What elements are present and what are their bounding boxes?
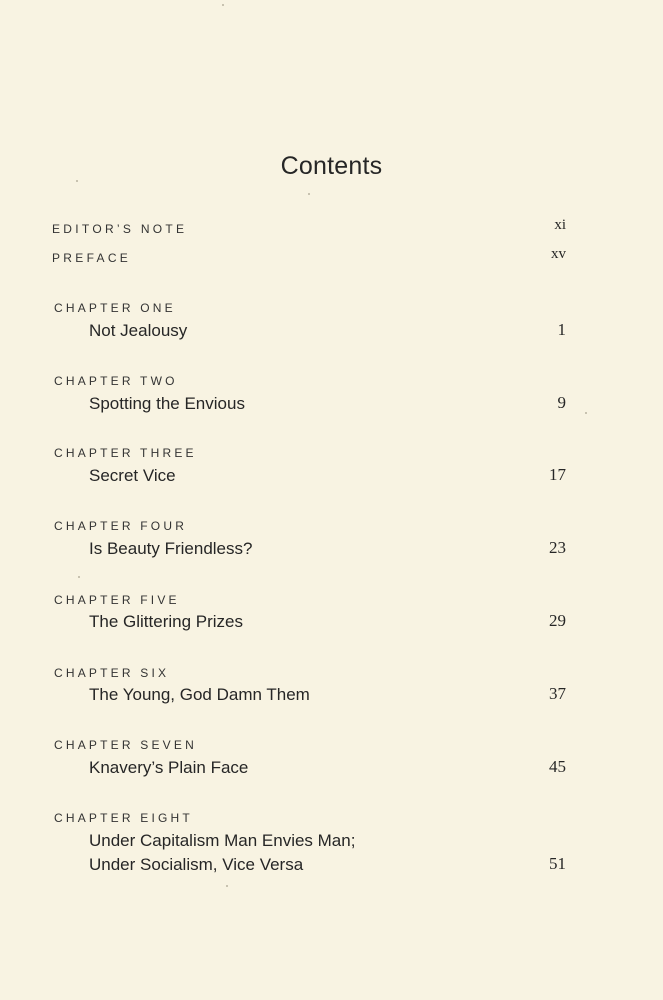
toc-entry-preface-label: PREFACE (52, 251, 132, 265)
chapter-label: CHAPTER FOUR (54, 519, 188, 533)
paper-speck (308, 193, 310, 195)
chapter-page-number: 23 (549, 538, 566, 557)
chapter-label: CHAPTER EIGHT (54, 811, 193, 825)
chapter-label: CHAPTER ONE (54, 301, 176, 315)
paper-speck (76, 180, 78, 182)
chapter-page-number: 37 (549, 684, 566, 703)
chapter-title-line-1: Under Capitalism Man Envies Man; (89, 831, 356, 850)
toc-entry-preface-page: xv (551, 246, 566, 262)
chapter-page-number: 1 (557, 320, 566, 339)
chapter-page-number: 9 (557, 393, 566, 412)
chapter-page-number: 51 (549, 854, 566, 873)
page-title: Contents (280, 152, 383, 180)
toc-entry-editors-note-page: xi (554, 217, 566, 233)
chapter-title: Not Jealousy (89, 321, 188, 340)
chapter-title: The Glittering Prizes (89, 612, 243, 631)
chapter-title: Spotting the Envious (89, 394, 245, 413)
chapter-title-line-2: Under Socialism, Vice Versa (89, 855, 304, 874)
chapter-title: Is Beauty Friendless? (89, 539, 253, 558)
chapter-label: CHAPTER SEVEN (54, 738, 197, 752)
chapter-label: CHAPTER SIX (54, 666, 170, 680)
paper-speck (78, 576, 80, 578)
toc-entry-editors-note-label: EDITOR’S NOTE (52, 222, 188, 236)
chapter-page-number: 45 (549, 757, 566, 776)
chapter-page-number: 29 (549, 611, 566, 630)
chapter-title: The Young, God Damn Them (89, 685, 310, 704)
chapter-label: CHAPTER THREE (54, 446, 197, 460)
chapter-label: CHAPTER TWO (54, 374, 178, 388)
chapter-label: CHAPTER FIVE (54, 593, 180, 607)
chapter-title: Knavery’s Plain Face (89, 758, 249, 777)
paper-speck (585, 412, 587, 414)
chapter-page-number: 17 (549, 465, 566, 484)
chapter-title: Secret Vice (89, 466, 176, 485)
paper-speck (222, 4, 224, 6)
paper-speck (226, 885, 228, 887)
